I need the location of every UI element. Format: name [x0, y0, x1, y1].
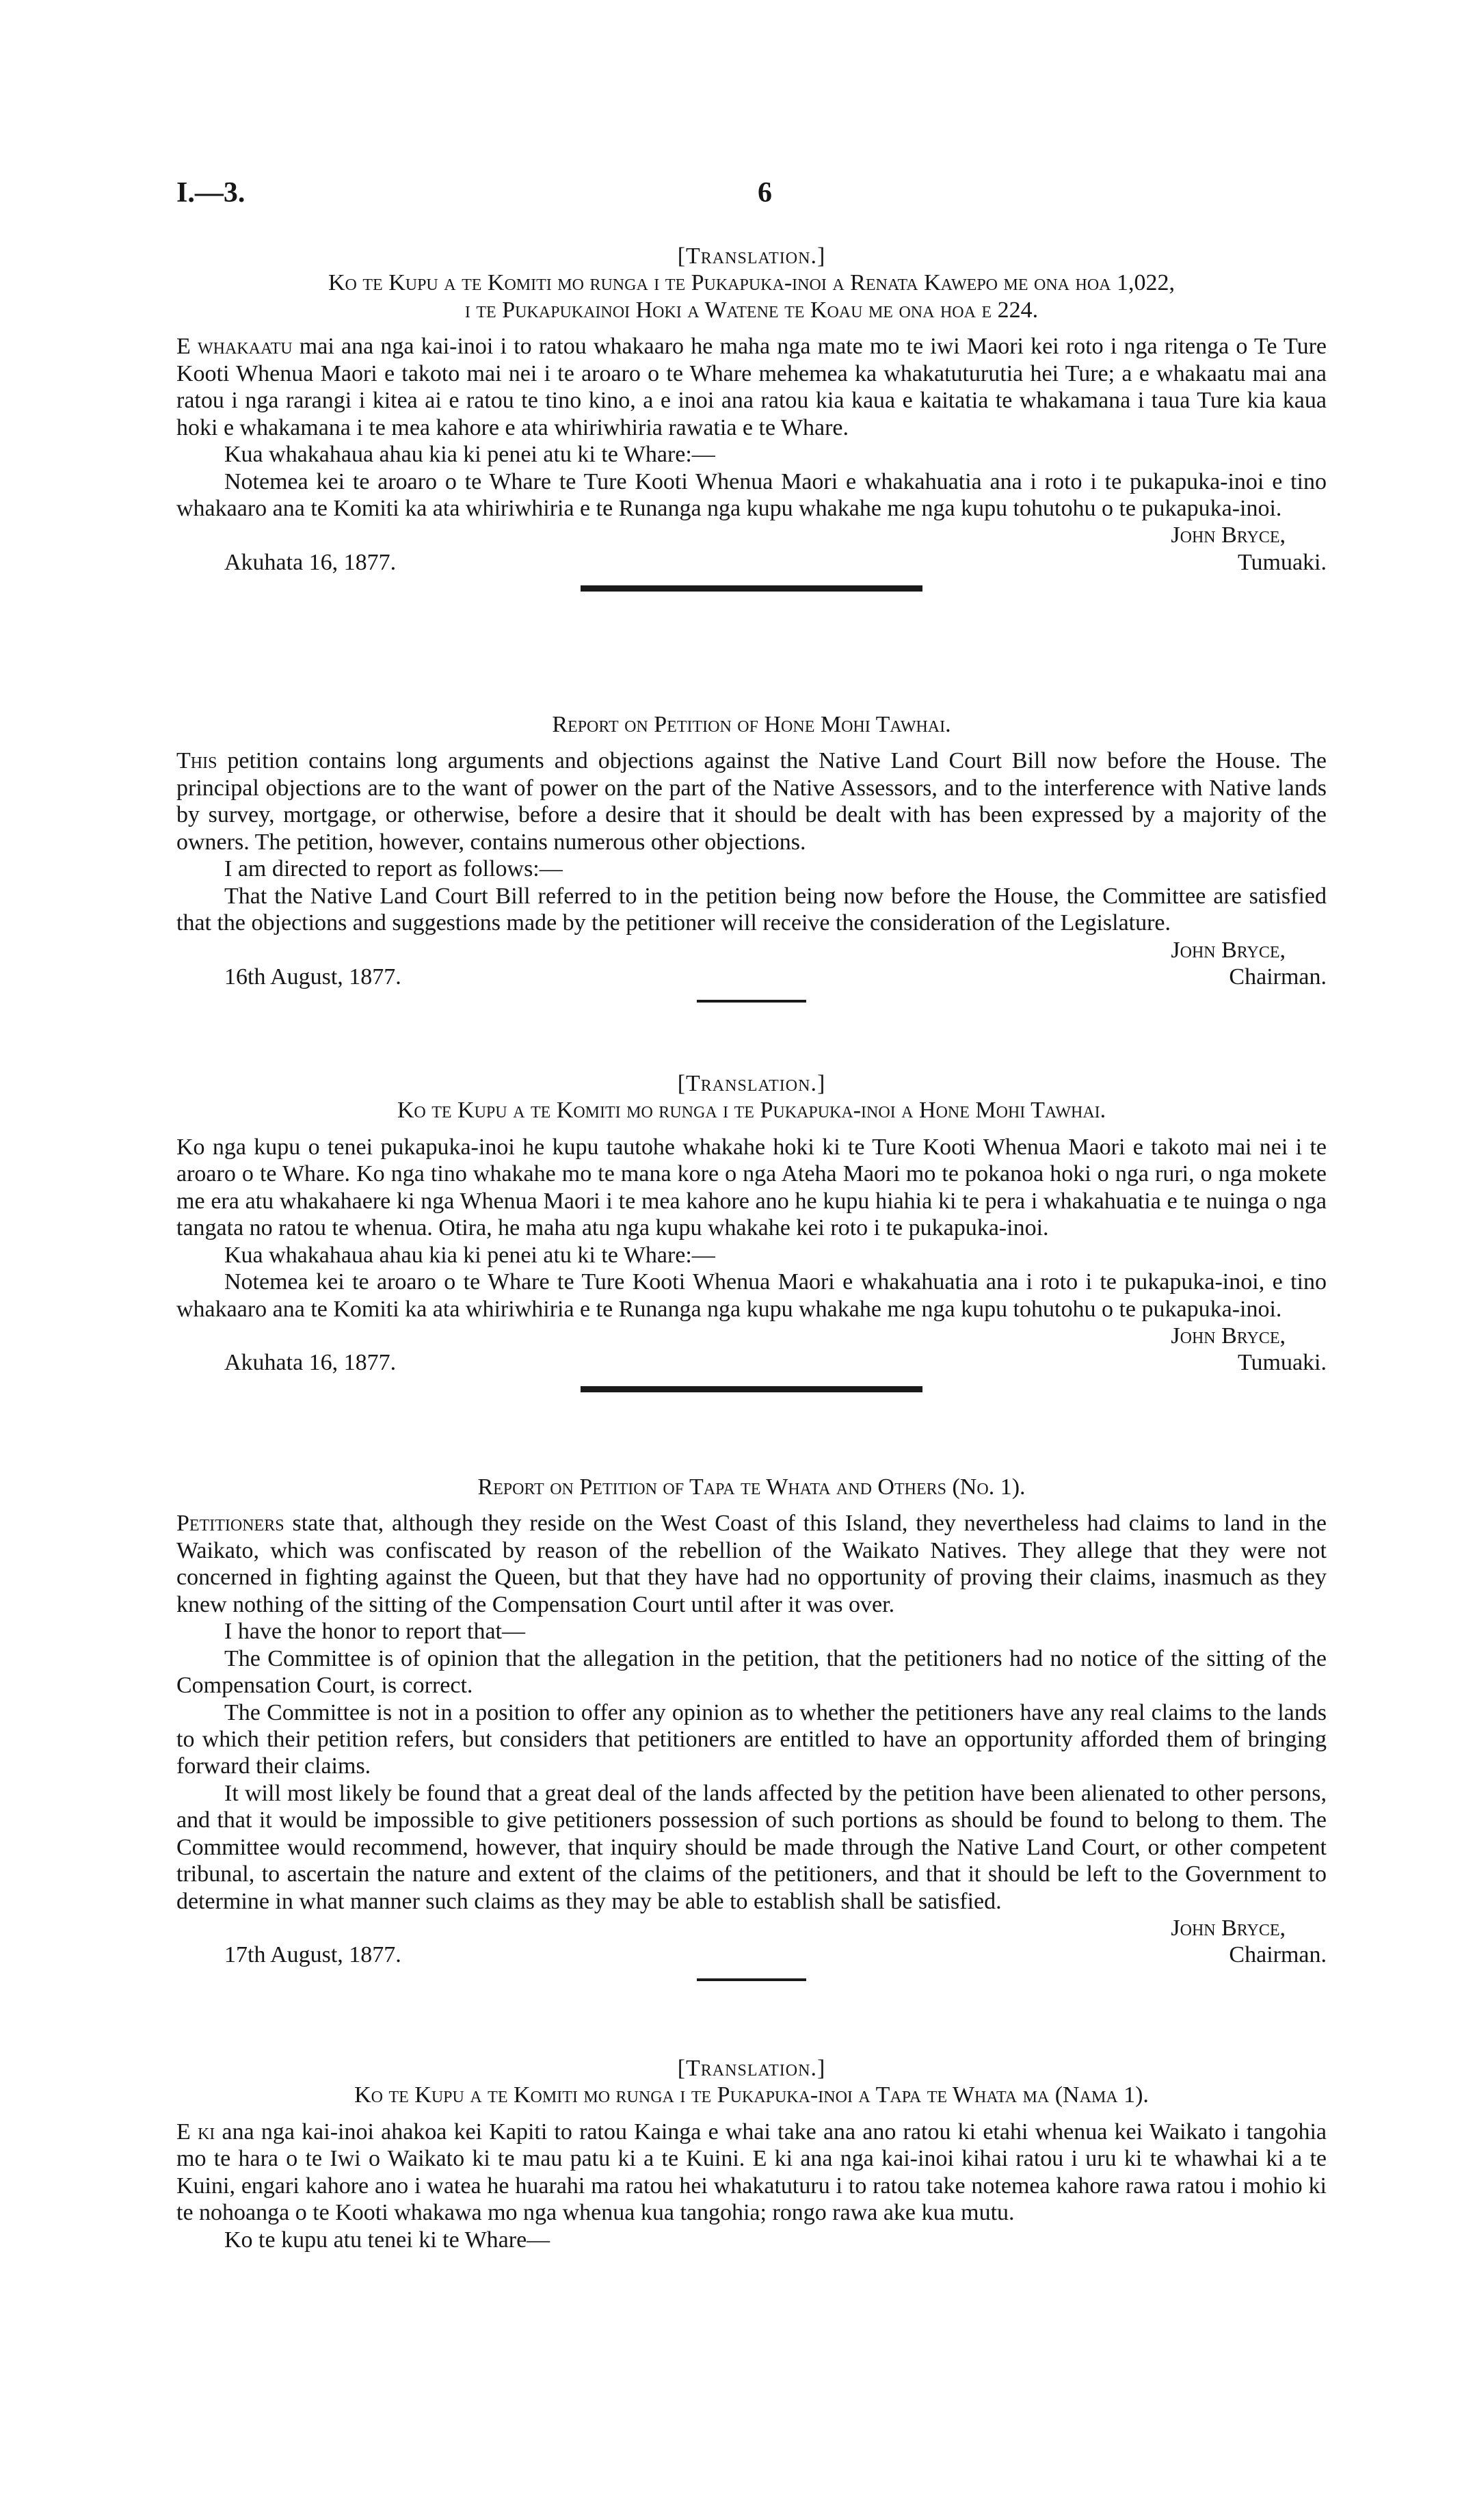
- signatory-name: John Bryce,: [1171, 1915, 1286, 1941]
- paragraph: Kua whakahaua ahau kia ki penei atu ki te Whare:—: [224, 442, 715, 468]
- page-number: 6: [758, 177, 772, 209]
- paragraph-lead: E ki: [176, 2119, 215, 2145]
- translation-section-renata-kawepo: [176, 243, 1327, 607]
- signature-date: 17th August, 1877.: [224, 1942, 401, 1968]
- page-header: [176, 176, 1327, 217]
- translation-section-tapa-te-whata: [176, 2055, 1327, 2253]
- paragraph: Ko te kupu atu tenei ki te Whare—: [224, 2227, 550, 2253]
- paragraph: It will most likely be found that a great deal of the lands affected by the petition have been alienated to other persons, and that it would be impossible to give petitioners possession of such portions as should be found to belong to them. The Committee would recommend, however, that inquiry should be made through the Native Land Court, or other competent tribunal, to ascertain the nature and extent of the claims of the petitioners, and that it should be left to the Government to determine in what manner such claims as they may be able to establish shall be satisfied.: [176, 1780, 1327, 1914]
- paragraph: E whakaatu mai ana nga kai-inoi i to ratou whakaaro he maha nga mate mo te iwi Maori kei roto i nga ritenga o Te Ture Kooti Whenua Maori e takoto mai nei i te aroaro o te Whare mehemea ka whakatuturutia hei Ture; a e whakaatu mai ana ratou i nga rarangi i kitea ai e ratou te tino kino, a e inoi ana ratou kia kaua e kaitatia te whakamana i taua Ture kia kaua hoki e whakamana i te mea kahore e ata whiriwhiria rawatia e te Whare.: [176, 334, 1327, 440]
- signatory-title: Tumuaki.: [1237, 549, 1327, 575]
- paragraph: E ki ana nga kai-inoi ahakoa kei Kapiti to ratou Kainga e whai take ana ano ratou ki etahi whenua kei Waikato i tangohia mo te hara o te Iwi o Waikato ki te mau patu ki a te Kuini. E ki ana nga kai-inoi kihai ratou i uru ki te whawhai ki a te Kuini, engari kahore ano i watea he huarahi ma ratou hei whakatuturu i to ratou take notemea kahore rawa ratou i mohio ki te nohoanga o te Kooti whakawa mo nga whenua kua tangohia; rongo rawa ake kua mutu.: [176, 2119, 1327, 2226]
- paragraph: Notemea kei te aroaro o te Whare te Ture Kooti Whenua Maori e whakahuatia ana i roto i te pukapuka-inoi, e tino whakaaro ana te Komiti ka ata whiriwhiria e te Runanga nga kupu whakahe me nga kupu tohutohu o te pukapuka-inoi.: [176, 1269, 1327, 1322]
- signatory-name: John Bryce,: [1171, 522, 1286, 548]
- signature-date: Akuhata 16, 1877.: [224, 549, 397, 575]
- section-heading: Ko te Kupu a te Komiti mo runga i te Pukapuka-inoi a Renata Kawepo me ona hoa 1,022,: [328, 270, 1175, 296]
- paragraph: I have the honor to report that—: [224, 1619, 525, 1645]
- signatory-name: John Bryce,: [1171, 937, 1286, 963]
- report-section-tapa-te-whata: [176, 1474, 1327, 1993]
- paragraph: Kua whakahaua ahau kia ki penei atu ki te Whare:—: [224, 1242, 715, 1268]
- paragraph-lead: This: [176, 748, 217, 774]
- paragraph: Petitioners state that, although they reside on the West Coast of this Island, they nevertheless had claims to land in the Waikato, which was confiscated by reason of the rebellion of the Waikato Natives. They allege that they were not concerned in fighting against the Queen, but that they have had no opportunity of proving their claims, inasmuch as they knew nothing of the sitting of the Compensation Court until after it was over.: [176, 1511, 1327, 1617]
- signature-date: Akuhata 16, 1877.: [224, 1350, 397, 1376]
- section-heading: Report on Petition of Tapa te Whata and Others (No. 1).: [477, 1474, 1026, 1500]
- section-divider: [581, 1386, 922, 1392]
- paragraph: That the Native Land Court Bill referred to in the petition being now before the House, the Committee are satisfied that the objections and suggestions made by the petitioner will receive the consideration of the Legislature.: [176, 883, 1327, 936]
- translation-section-hone-mohi-tawhai: [176, 1070, 1327, 1407]
- paragraph: This petition contains long arguments and objections against the Native Land Court Bill now before the House. The principal objections are to the want of power on the part of the Native Assessors, and to the interference with Native lands by survey, mortgage, or otherwise, before a desire that it should be dealt with has been expressed by a majority of the owners. The petition, however, contains numerous other objections.: [176, 748, 1327, 855]
- signatory-title: Chairman.: [1229, 964, 1327, 990]
- document-reference: I.—3.: [176, 177, 245, 209]
- signature-block: [176, 522, 1327, 576]
- section-divider: [697, 1978, 806, 1981]
- section-heading-line-2: i te Pukapukainoi Hoki a Watene te Koau me ona hoa e 224.: [464, 297, 1039, 323]
- paragraph: I am directed to report as follows:—: [224, 856, 563, 882]
- report-section-hone-mohi-tawhai: [176, 711, 1327, 1015]
- signature-block: [176, 1323, 1327, 1377]
- signature-block: [176, 1915, 1327, 1969]
- paragraph-lead: E whakaatu: [176, 334, 293, 360]
- translation-label: [Translation.]: [677, 243, 826, 269]
- paragraph: Ko nga kupu o tenei pukapuka-inoi he kupu tautohe whakahe hoki ki te Ture Kooti Whenua Maori e takoto mai nei i te aroaro o te Whare. Ko nga tino whakahe mo te mana kore o nga Ateha Maori mo te pokanoa hoki o nga ruri, o nga mokete me era atu whakahaere ki nga Whenua Maori i te mea kahore ano he kupu hiahia ki te pera i whakahuatia e te nuinga o nga tangata no ratou te whenua. Otira, he maha atu nga kupu whakahe kei roto i te pukapuka-inoi.: [176, 1134, 1327, 1241]
- section-heading: Ko te Kupu a te Komiti mo runga i te Pukapuka-inoi a Tapa te Whata ma (Nama 1).: [354, 2082, 1149, 2108]
- section-heading: Report on Petition of Hone Mohi Tawhai.: [552, 712, 951, 737]
- signatory-title: Tumuaki.: [1237, 1350, 1327, 1376]
- paragraph: The Committee is of opinion that the allegation in the petition, that the petitioners had no notice of the sitting of the Compensation Court, is correct.: [176, 1645, 1327, 1699]
- signature-block: [176, 937, 1327, 991]
- paragraph-lead: Petitioners: [176, 1511, 284, 1537]
- signatory-title: Chairman.: [1229, 1942, 1327, 1968]
- translation-label: [Translation.]: [677, 2056, 826, 2081]
- section-divider: [581, 585, 922, 592]
- translation-label: [Translation.]: [677, 1071, 826, 1096]
- signature-date: 16th August, 1877.: [224, 964, 401, 990]
- paragraph: The Committee is not in a position to offer any opinion as to whether the petitioners have any real claims to the lands to which their petition refers, but considers that petitioners are entitled to have an opportunity afforded them of bringing forward their claims.: [176, 1699, 1327, 1779]
- section-divider: [697, 1000, 806, 1003]
- signatory-name: John Bryce,: [1171, 1323, 1286, 1349]
- section-heading: Ko te Kupu a te Komiti mo runga i te Pukapuka-inoi a Hone Mohi Tawhai.: [397, 1098, 1106, 1124]
- paragraph: Notemea kei te aroaro o te Whare te Ture Kooti Whenua Maori e whakahuatia ana i roto i te pukapuka-inoi e tino whakaaro ana te Komiti ka ata whiriwhiria e te Runanga nga kupu whakahe me nga kupu tohutohu o te pukapuka-inoi.: [176, 468, 1327, 521]
